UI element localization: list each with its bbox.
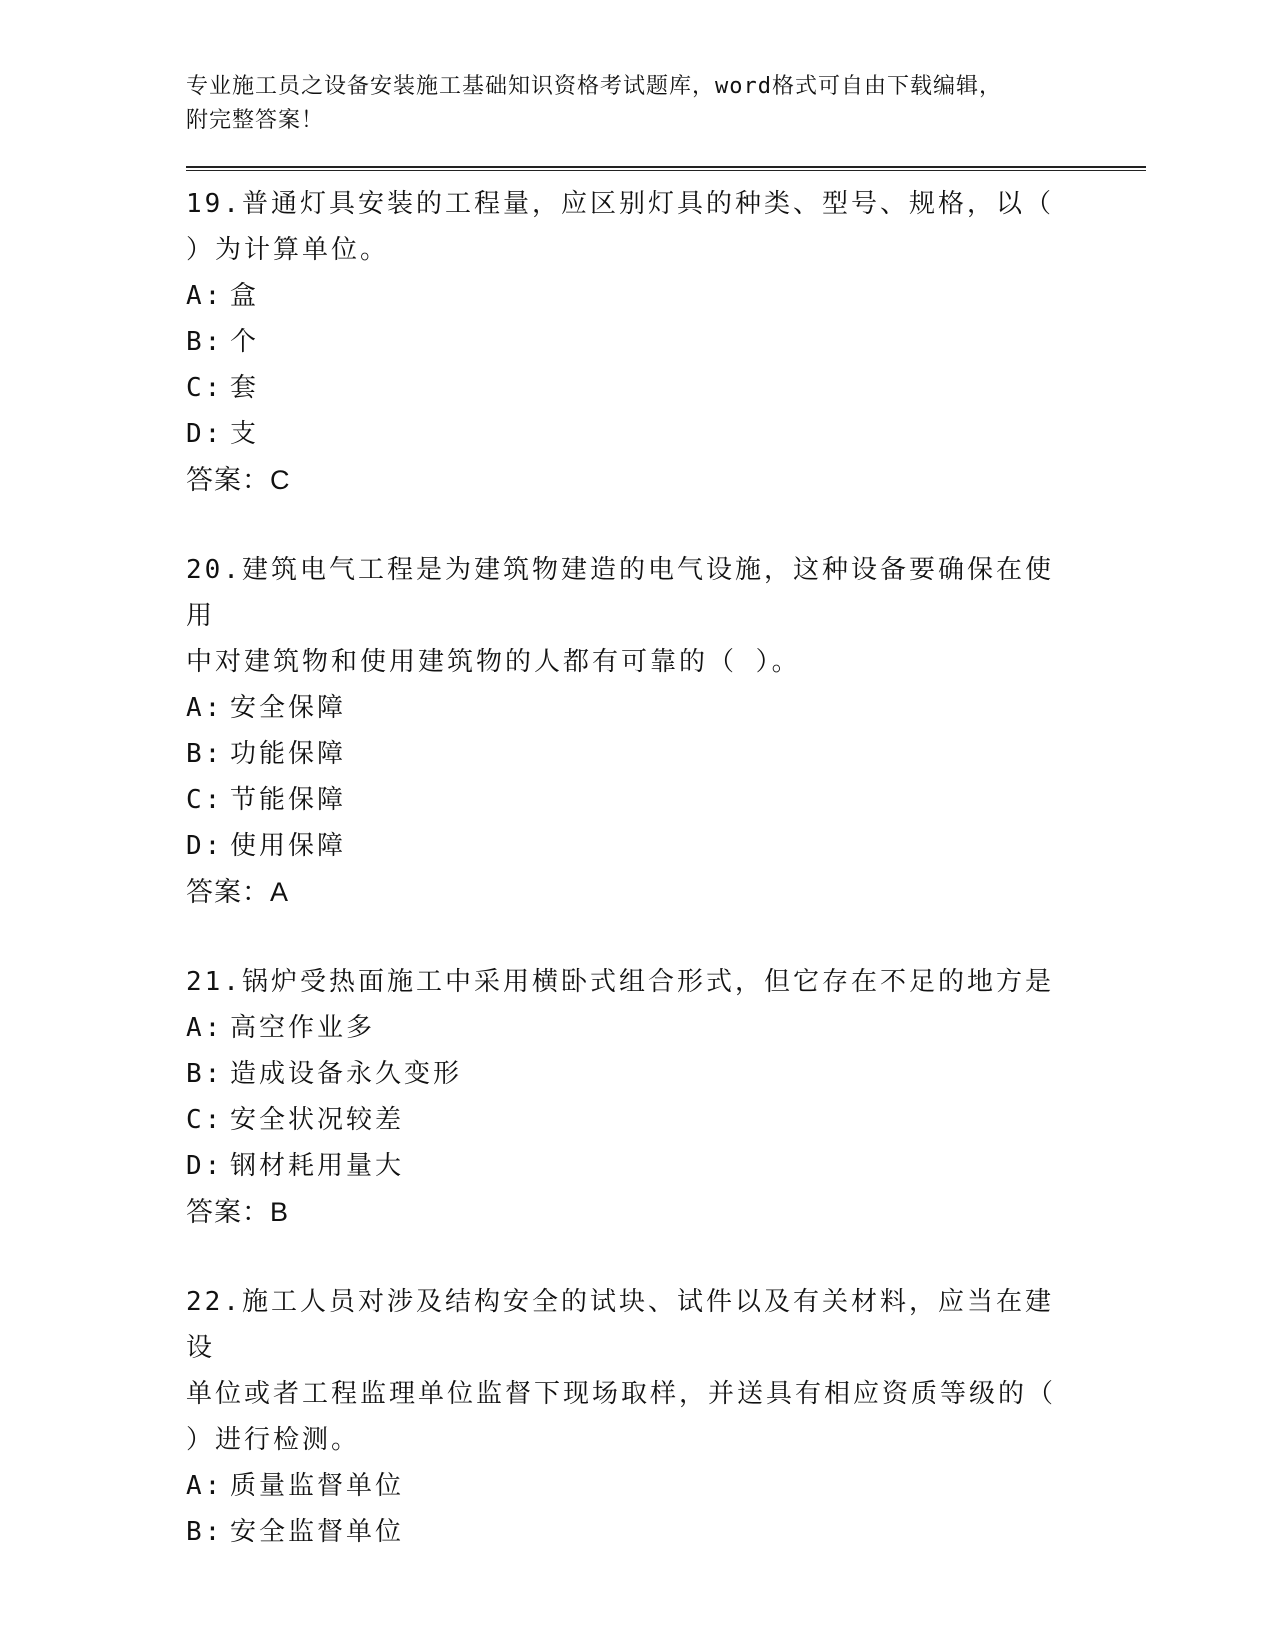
question-text [186,181,1066,273]
option-d [186,411,1146,457]
option-letter: A: [186,1013,224,1043]
option-text: 支 [230,419,260,449]
option-text: 高空作业多 [230,1013,376,1043]
option-text: 安全监督单位 [230,1517,405,1547]
question-text [186,547,1066,685]
option-text: 质量监督单位 [230,1471,405,1501]
question-line: 中对建筑物和使用建筑物的人都有可靠的（ ）。 [186,647,801,677]
option-b [186,1509,1146,1555]
question-19 [186,181,1146,503]
option-text: 安全状况较差 [230,1105,405,1135]
document-page [186,70,1146,1599]
option-b [186,731,1146,777]
question-line: 19.普通灯具安装的工程量，应区别灯具的种类、型号、规格，以（ [186,189,1054,219]
option-b [186,1051,1146,1097]
option-c [186,777,1146,823]
option-a [186,1463,1146,1509]
option-letter: C: [186,785,224,815]
option-letter: D: [186,419,224,449]
header-divider [186,166,1146,171]
option-letter: D: [186,1151,224,1181]
option-letter: B: [186,739,224,769]
question-20 [186,547,1146,915]
question-line: 21.锅炉受热面施工中采用横卧式组合形式，但它存在不足的地方是 [186,967,1054,997]
option-a [186,1005,1146,1051]
option-c [186,1097,1146,1143]
option-text: 盒 [230,281,260,311]
header-line-2: 附完整答案！ [186,108,325,133]
option-b [186,319,1146,365]
answer-line: 答案：C [186,465,291,495]
option-text: 造成设备永久变形 [230,1059,463,1089]
option-text: 功能保障 [230,739,347,769]
option-letter: A: [186,1471,224,1501]
option-text: 个 [230,327,260,357]
option-a [186,685,1146,731]
option-letter: B: [186,1059,224,1089]
option-letter: A: [186,693,224,723]
question-line: 22.施工人员对涉及结构安全的试块、试件以及有关材料，应当在建设 [186,1287,1054,1363]
question-text [186,1279,1066,1463]
question-line: ）为计算单位。 [186,235,390,265]
answer-line: 答案：A [186,877,290,907]
option-letter: B: [186,1517,224,1547]
option-text: 使用保障 [230,831,347,861]
option-text: 钢材耗用量大 [230,1151,405,1181]
answer-line: 答案：B [186,1197,290,1227]
option-letter: D: [186,831,224,861]
option-text: 套 [230,373,260,403]
question-line: 20.建筑电气工程是为建筑物建造的电气设施，这种设备要确保在使用 [186,555,1054,631]
option-d [186,1143,1146,1189]
question-line: ）进行检测。 [186,1425,361,1455]
question-22 [186,1279,1146,1555]
option-letter: C: [186,373,224,403]
option-text: 安全保障 [230,693,347,723]
option-d [186,823,1146,869]
option-letter: C: [186,1105,224,1135]
option-letter: B: [186,327,224,357]
question-21 [186,959,1146,1235]
question-line: 单位或者工程监理单位监督下现场取样，并送具有相应资质等级的（ [186,1379,1057,1409]
question-text [186,959,1066,1005]
option-letter: A: [186,281,224,311]
option-c [186,365,1146,411]
option-text: 节能保障 [230,785,347,815]
option-a [186,273,1146,319]
header-line-1: 专业施工员之设备安装施工基础知识资格考试题库，word格式可自由下载编辑， [186,74,1002,99]
document-header [186,70,1066,138]
